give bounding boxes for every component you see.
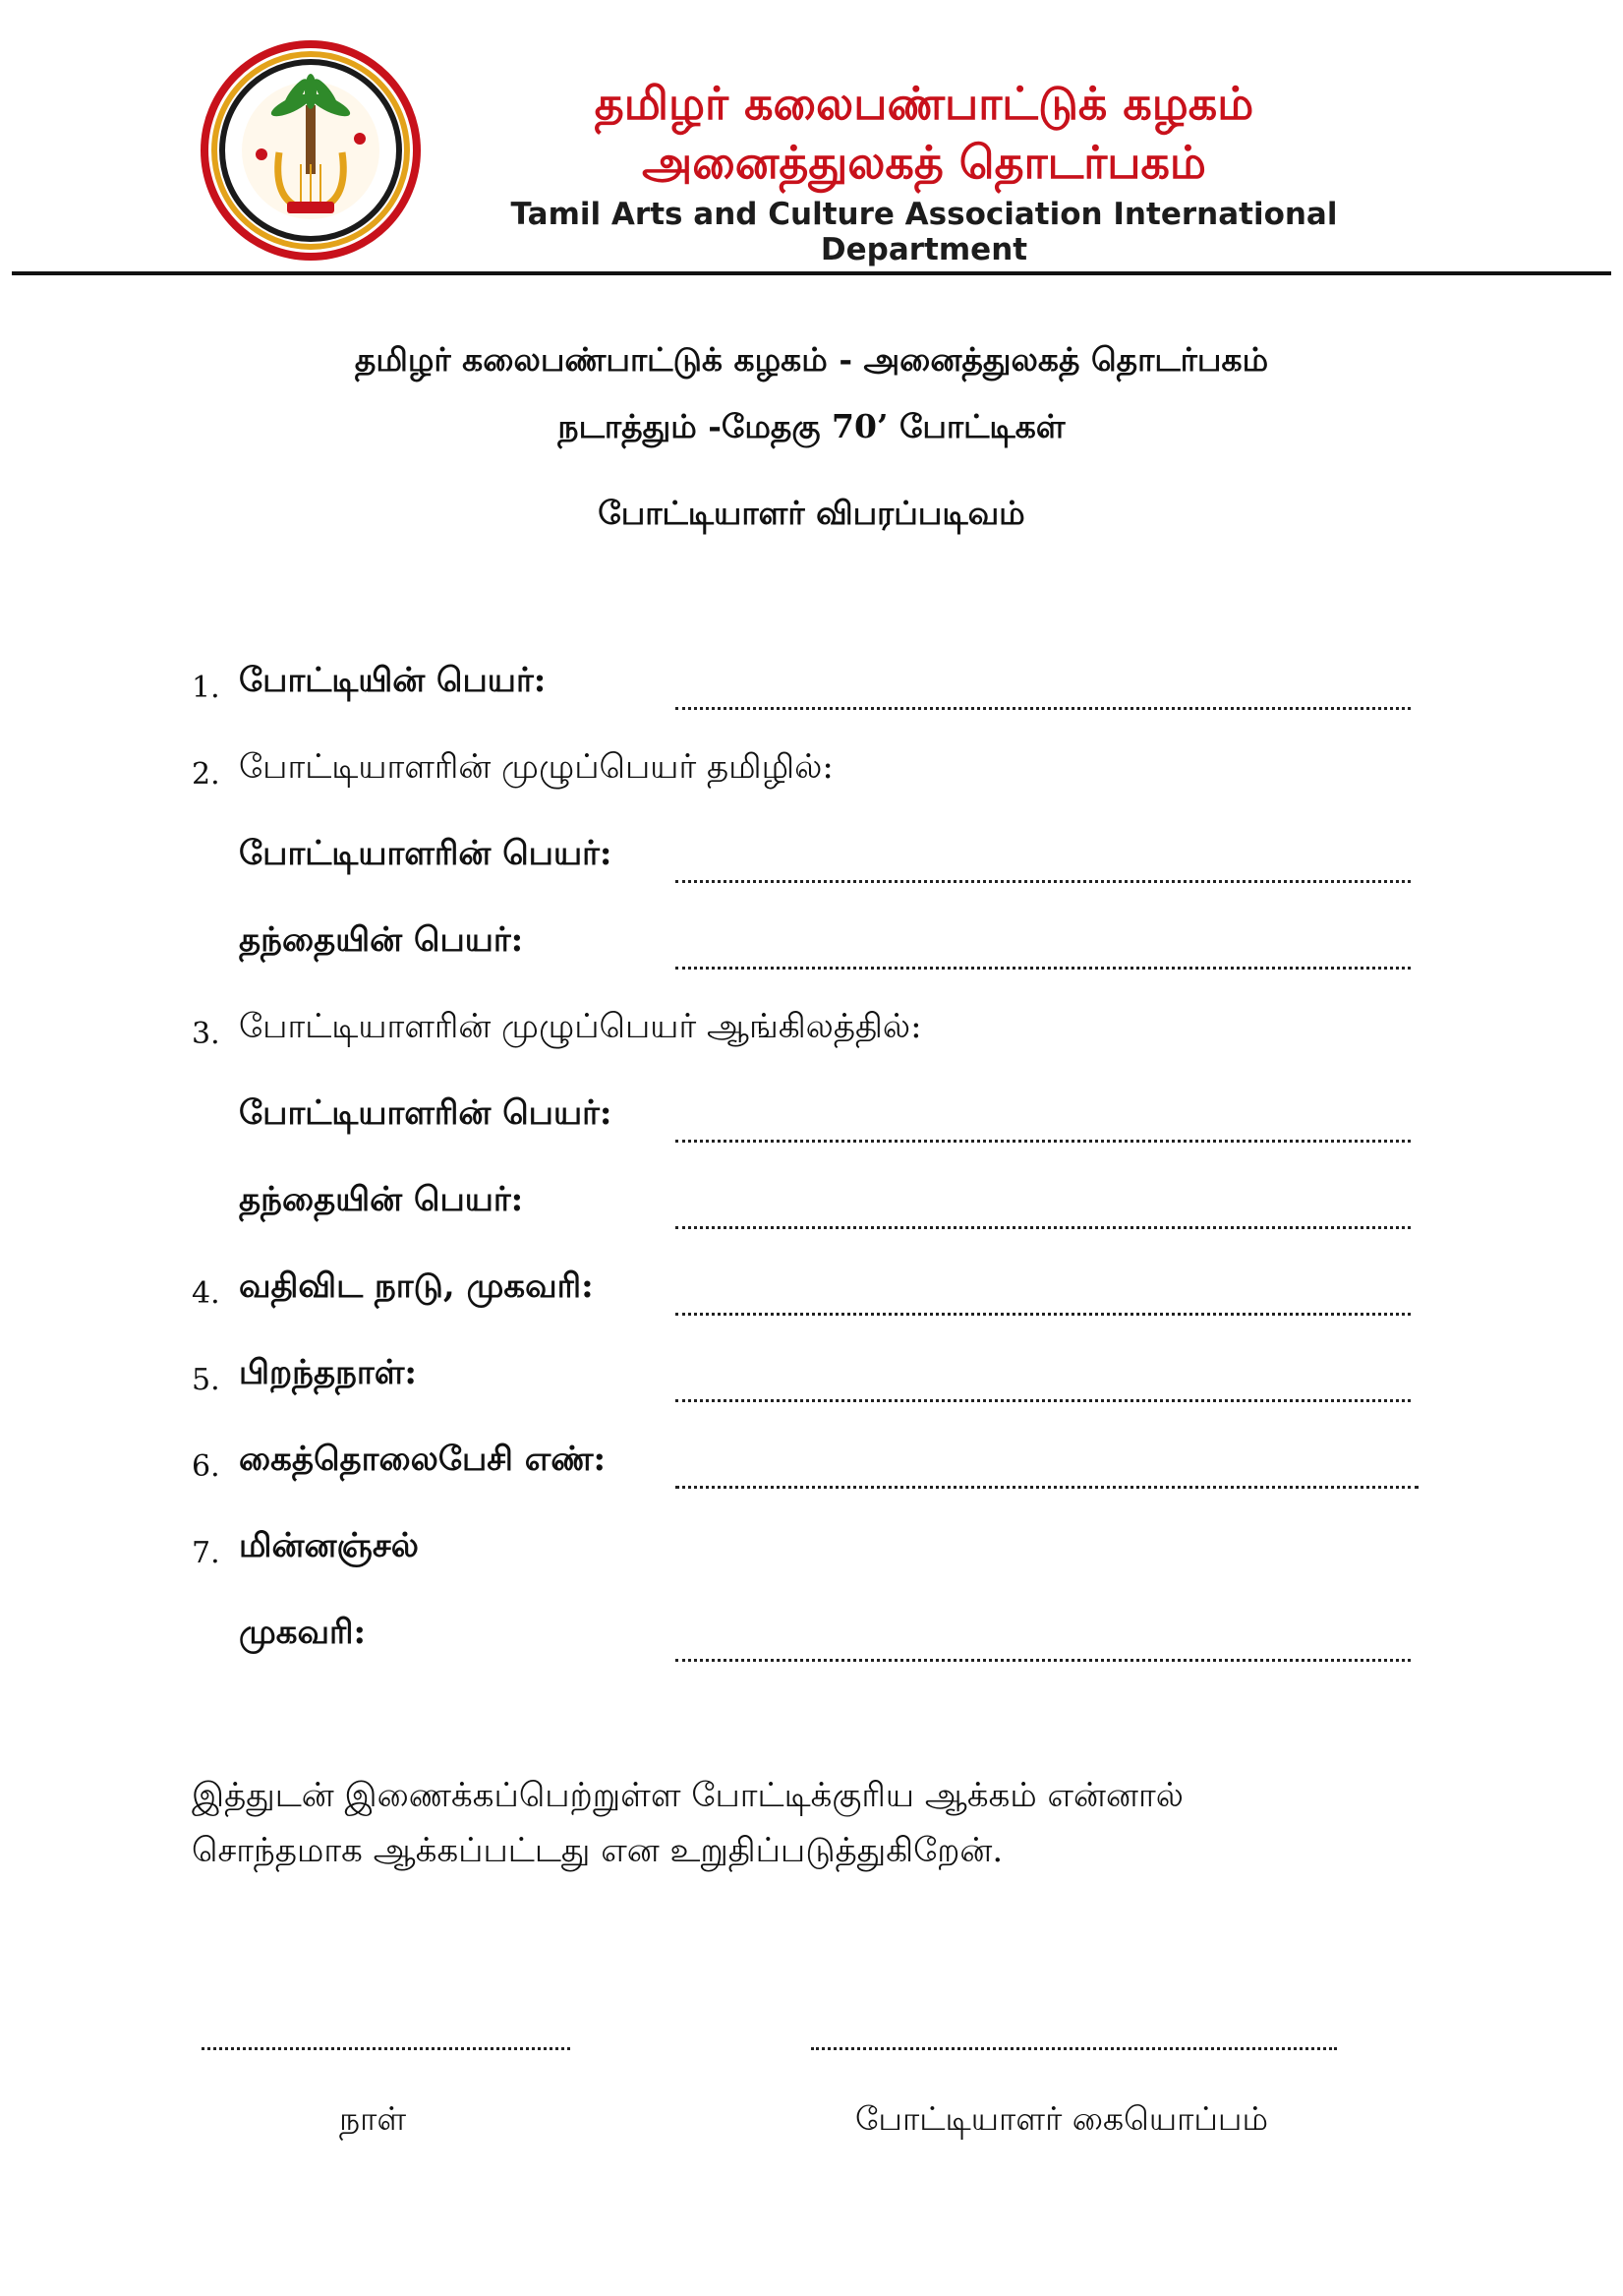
english-father-name-field[interactable]	[675, 1224, 1411, 1229]
organization-name-english: Tamil Arts and Culture Association International Department	[510, 197, 1338, 267]
item-label: பிறந்தநாள்:	[239, 1353, 417, 1392]
item-number: 4.	[192, 1276, 220, 1311]
form-row-english-name	[192, 1093, 1430, 1148]
item-label: போட்டியாளரின் பெயர்:	[239, 1093, 612, 1133]
item-label: கைத்தொலைபேசி எண்:	[239, 1440, 607, 1479]
date-signature-line[interactable]	[202, 2045, 570, 2050]
item-label: தந்தையின் பெயர்:	[239, 1180, 524, 1219]
english-name-field[interactable]	[675, 1138, 1411, 1143]
item-number: 5.	[192, 1363, 220, 1397]
item-label: போட்டியாளரின் முழுப்பெயர் தமிழில்:	[239, 747, 834, 787]
form-row-tamil-name	[192, 834, 1430, 889]
tamil-name-field[interactable]	[675, 878, 1411, 883]
form-row-fullname-english	[192, 1007, 1430, 1062]
form-row-fullname-tamil	[192, 747, 1430, 802]
item-number: 7.	[192, 1536, 220, 1570]
participant-signature-line[interactable]	[811, 2045, 1337, 2050]
address-field[interactable]	[675, 1311, 1411, 1316]
item-number: 6.	[192, 1449, 220, 1484]
item-label: மின்னஞ்சல்	[239, 1526, 419, 1565]
tamil-father-name-field[interactable]	[675, 965, 1411, 970]
organization-logo-icon	[197, 36, 425, 265]
item-label: போட்டியாளரின் முழுப்பெயர் ஆங்கிலத்தில்:	[239, 1007, 922, 1046]
item-label: தந்தையின் பெயர்:	[239, 920, 524, 960]
item-number: 3.	[192, 1017, 220, 1051]
form-row-birthdate	[192, 1353, 1430, 1408]
form-row-competition-name	[192, 661, 1430, 716]
email-address-field[interactable]	[675, 1657, 1411, 1662]
declaration-line1: இத்துடன் இணைக்கப்பெற்றுள்ள போட்டிக்குரிய ஆக்கம் என்னால்	[192, 1776, 1184, 1815]
competition-name-field[interactable]	[675, 705, 1411, 710]
mobile-number-field[interactable]	[675, 1484, 1419, 1489]
form-row-mobile	[192, 1440, 1430, 1495]
declaration-line2: சொந்தமாக ஆக்கப்பட்டது என உறுதிப்படுத்துகிறேன்.	[192, 1831, 1004, 1870]
item-number: 2.	[192, 757, 220, 792]
organization-name-tamil-line2: அனைத்துலகத் தொடர்பகம்	[642, 136, 1206, 189]
form-row-address	[192, 1266, 1430, 1322]
item-label: போட்டியின் பெயர்:	[239, 661, 547, 700]
form-row-english-father-name	[192, 1180, 1430, 1235]
form-title-line3: போட்டியாளர் விபரப்படிவம்	[598, 494, 1025, 532]
date-label: நாள்	[339, 2099, 407, 2138]
item-number: 1.	[192, 671, 220, 705]
signature-label: போட்டியாளர் கையொப்பம்	[855, 2099, 1269, 2138]
item-label: வதிவிட நாடு, முகவரி:	[239, 1266, 594, 1306]
letterhead	[0, 0, 1623, 280]
header-divider	[12, 271, 1611, 275]
form-title-line1: தமிழர் கலைபண்பாட்டுக் கழகம் - அனைத்துலகத் தொடர்பகம்	[354, 340, 1269, 379]
birthdate-field[interactable]	[675, 1397, 1411, 1402]
form-row-email	[192, 1526, 1430, 1581]
item-label: முகவரி:	[239, 1613, 367, 1652]
form-row-email-address	[192, 1613, 1430, 1668]
item-label: போட்டியாளரின் பெயர்:	[239, 834, 612, 873]
form-row-tamil-father-name	[192, 920, 1430, 975]
form-title-line2: நடாத்தும் -மேதகு 70’ போட்டிகள்	[557, 407, 1066, 445]
organization-name-tamil-line1: தமிழர் கலைபண்பாட்டுக் கழகம்	[594, 77, 1254, 130]
